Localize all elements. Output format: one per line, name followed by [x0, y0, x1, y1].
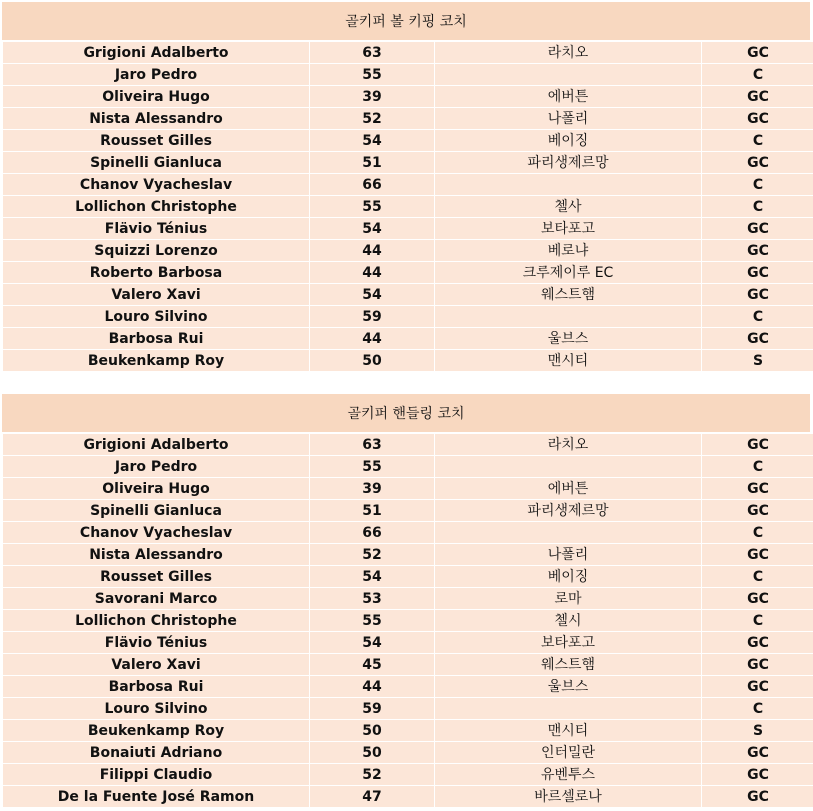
coach-name-cell: Flävio Ténius — [3, 632, 310, 654]
table-row — [3, 284, 813, 306]
coach-list — [2, 41, 813, 372]
coach-age-cell: 63 — [310, 42, 435, 64]
coach-club-cell: 라치오 — [435, 42, 702, 64]
coach-age-cell: 54 — [310, 284, 435, 306]
table-row — [3, 566, 813, 588]
coach-rank-cell: C — [702, 522, 813, 544]
coach-age-cell: 45 — [310, 654, 435, 676]
coach-name-cell: Flävio Ténius — [3, 218, 310, 240]
coach-rank-cell: GC — [702, 328, 813, 350]
coach-club-cell: 보타포고 — [435, 218, 702, 240]
table-row — [3, 350, 813, 372]
coach-rank-cell: C — [702, 566, 813, 588]
coach-name-cell: Nista Alessandro — [3, 544, 310, 566]
coach-name-cell: Savorani Marco — [3, 588, 310, 610]
coach-age-cell: 63 — [310, 434, 435, 456]
coach-rank-cell: S — [702, 350, 813, 372]
table-row — [3, 306, 813, 328]
coach-list — [2, 433, 813, 808]
coach-rank-cell: GC — [702, 654, 813, 676]
table-row — [3, 42, 813, 64]
coach-club-cell: 크루제이루 EC — [435, 262, 702, 284]
coach-rank-cell: GC — [702, 676, 813, 698]
coach-club-cell: 웨스트햄 — [435, 284, 702, 306]
coach-club-cell: 웨스트햄 — [435, 654, 702, 676]
coach-rank-cell: C — [702, 130, 813, 152]
table-row — [3, 152, 813, 174]
coach-age-cell: 59 — [310, 698, 435, 720]
coach-name-cell: Lollichon Christophe — [3, 196, 310, 218]
coach-rank-cell: GC — [702, 108, 813, 130]
coach-name-cell: Spinelli Gianluca — [3, 152, 310, 174]
coach-rank-cell: C — [702, 456, 813, 478]
coach-name-cell: Rousset Gilles — [3, 566, 310, 588]
table-row — [3, 764, 813, 786]
coach-name-cell: Squizzi Lorenzo — [3, 240, 310, 262]
coach-club-cell: 인터밀란 — [435, 742, 702, 764]
coach-age-cell: 39 — [310, 478, 435, 500]
coach-age-cell: 52 — [310, 544, 435, 566]
table-row — [3, 174, 813, 196]
coach-rank-cell: S — [702, 720, 813, 742]
table-row — [3, 478, 813, 500]
coach-age-cell: 44 — [310, 262, 435, 284]
coach-name-cell: Louro Silvino — [3, 306, 310, 328]
coach-rank-cell: C — [702, 64, 813, 86]
coach-name-cell: Beukenkamp Roy — [3, 350, 310, 372]
coach-name-cell: Jaro Pedro — [3, 456, 310, 478]
coach-club-cell: 나폴리 — [435, 108, 702, 130]
coach-age-cell: 39 — [310, 86, 435, 108]
coach-name-cell: De la Fuente José Ramon — [3, 786, 310, 808]
coach-age-cell: 51 — [310, 152, 435, 174]
table-row — [3, 742, 813, 764]
table-row — [3, 610, 813, 632]
table-row — [3, 588, 813, 610]
coach-club-cell: 맨시티 — [435, 350, 702, 372]
coach-name-cell: Nista Alessandro — [3, 108, 310, 130]
coach-age-cell: 50 — [310, 720, 435, 742]
coach-club-cell — [435, 174, 702, 196]
coach-club-cell: 베이징 — [435, 130, 702, 152]
coach-club-cell: 에버튼 — [435, 86, 702, 108]
coach-club-cell: 보타포고 — [435, 632, 702, 654]
coach-age-cell: 54 — [310, 130, 435, 152]
coach-name-cell: Oliveira Hugo — [3, 478, 310, 500]
coach-age-cell: 52 — [310, 764, 435, 786]
coach-club-cell: 에버튼 — [435, 478, 702, 500]
coach-name-cell: Roberto Barbosa — [3, 262, 310, 284]
table-row — [3, 654, 813, 676]
coach-club-cell — [435, 698, 702, 720]
coach-age-cell: 51 — [310, 500, 435, 522]
coach-rank-cell: GC — [702, 86, 813, 108]
coach-rank-cell: GC — [702, 152, 813, 174]
coach-rank-cell: GC — [702, 434, 813, 456]
coach-name-cell: Barbosa Rui — [3, 676, 310, 698]
table-row — [3, 698, 813, 720]
coach-name-cell: Valero Xavi — [3, 284, 310, 306]
coach-club-cell — [435, 522, 702, 544]
coach-age-cell: 54 — [310, 632, 435, 654]
coach-age-cell: 54 — [310, 566, 435, 588]
table-row — [3, 456, 813, 478]
table-row — [3, 64, 813, 86]
coach-name-cell: Bonaiuti Adriano — [3, 742, 310, 764]
coach-age-cell: 66 — [310, 522, 435, 544]
coach-name-cell: Filippi Claudio — [3, 764, 310, 786]
coach-rank-cell: C — [702, 174, 813, 196]
coach-club-cell: 파리생제르망 — [435, 152, 702, 174]
coach-club-cell: 첼시 — [435, 610, 702, 632]
coach-name-cell: Chanov Vyacheslav — [3, 174, 310, 196]
coach-club-cell: 바르셀로나 — [435, 786, 702, 808]
table-row — [3, 86, 813, 108]
coach-club-cell: 나폴리 — [435, 544, 702, 566]
table-row — [3, 720, 813, 742]
table-row — [3, 544, 813, 566]
table-row — [3, 196, 813, 218]
coach-club-cell: 유벤투스 — [435, 764, 702, 786]
coach-rank-cell: C — [702, 698, 813, 720]
coach-rank-cell: GC — [702, 786, 813, 808]
table-row — [3, 522, 813, 544]
coach-club-cell: 파리생제르망 — [435, 500, 702, 522]
table-row — [3, 434, 813, 456]
coach-age-cell: 66 — [310, 174, 435, 196]
coach-rank-cell: GC — [702, 262, 813, 284]
ball-keeping-coach-table — [2, 2, 810, 372]
coach-rank-cell: GC — [702, 588, 813, 610]
coach-rank-cell: C — [702, 306, 813, 328]
coach-club-cell: 첼사 — [435, 196, 702, 218]
coach-rank-cell: GC — [702, 544, 813, 566]
table-row — [3, 500, 813, 522]
coach-rank-cell: GC — [702, 500, 813, 522]
coach-age-cell: 50 — [310, 350, 435, 372]
coach-rank-cell: GC — [702, 240, 813, 262]
coach-rank-cell: GC — [702, 764, 813, 786]
coach-age-cell: 44 — [310, 328, 435, 350]
coach-club-cell: 울브스 — [435, 328, 702, 350]
table-row — [3, 130, 813, 152]
coach-age-cell: 55 — [310, 610, 435, 632]
coach-rank-cell: GC — [702, 742, 813, 764]
coach-age-cell: 59 — [310, 306, 435, 328]
coach-age-cell: 55 — [310, 456, 435, 478]
coach-name-cell: Jaro Pedro — [3, 64, 310, 86]
coach-age-cell: 47 — [310, 786, 435, 808]
table-row — [3, 632, 813, 654]
coach-name-cell: Spinelli Gianluca — [3, 500, 310, 522]
coach-age-cell: 44 — [310, 240, 435, 262]
coach-rank-cell: GC — [702, 284, 813, 306]
coach-name-cell: Oliveira Hugo — [3, 86, 310, 108]
coach-name-cell: Valero Xavi — [3, 654, 310, 676]
coach-name-cell: Louro Silvino — [3, 698, 310, 720]
coach-club-cell — [435, 306, 702, 328]
coach-name-cell: Grigioni Adalberto — [3, 42, 310, 64]
coach-age-cell: 55 — [310, 196, 435, 218]
table-row — [3, 108, 813, 130]
table-title: 골키퍼 핸들링 코치 — [2, 394, 810, 433]
table-row — [3, 786, 813, 808]
coach-name-cell: Beukenkamp Roy — [3, 720, 310, 742]
coach-name-cell: Rousset Gilles — [3, 130, 310, 152]
coach-rank-cell: GC — [702, 42, 813, 64]
coach-club-cell: 울브스 — [435, 676, 702, 698]
coach-rank-cell: C — [702, 196, 813, 218]
coach-age-cell: 44 — [310, 676, 435, 698]
coach-age-cell: 54 — [310, 218, 435, 240]
coach-rank-cell: GC — [702, 478, 813, 500]
table-title: 골키퍼 볼 키핑 코치 — [2, 2, 810, 41]
table-row — [3, 262, 813, 284]
coach-age-cell: 50 — [310, 742, 435, 764]
table-row — [3, 218, 813, 240]
coach-club-cell: 베로냐 — [435, 240, 702, 262]
coach-age-cell: 52 — [310, 108, 435, 130]
coach-club-cell — [435, 456, 702, 478]
handling-coach-table — [2, 394, 810, 808]
coach-age-cell: 53 — [310, 588, 435, 610]
table-row — [3, 328, 813, 350]
coach-club-cell: 로마 — [435, 588, 702, 610]
coach-age-cell: 55 — [310, 64, 435, 86]
coach-rank-cell: GC — [702, 632, 813, 654]
table-row — [3, 240, 813, 262]
coach-club-cell: 라치오 — [435, 434, 702, 456]
coach-club-cell: 베이징 — [435, 566, 702, 588]
coach-name-cell: Lollichon Christophe — [3, 610, 310, 632]
coach-rank-cell: GC — [702, 218, 813, 240]
coach-club-cell — [435, 64, 702, 86]
table-row — [3, 676, 813, 698]
coach-rank-cell: C — [702, 610, 813, 632]
coach-name-cell: Chanov Vyacheslav — [3, 522, 310, 544]
coach-name-cell: Barbosa Rui — [3, 328, 310, 350]
coach-name-cell: Grigioni Adalberto — [3, 434, 310, 456]
coach-club-cell: 맨시티 — [435, 720, 702, 742]
